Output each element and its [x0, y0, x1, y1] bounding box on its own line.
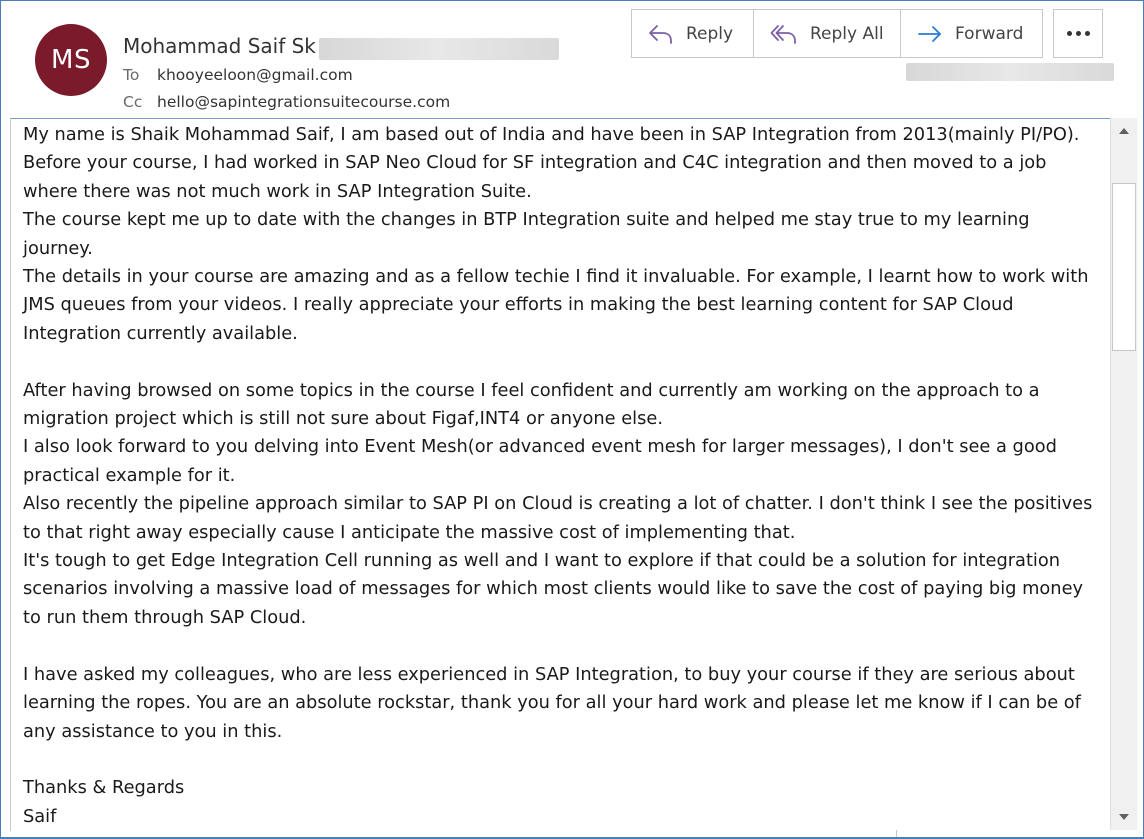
redacted-sender-email — [319, 38, 559, 60]
signature-closing: Thanks & Regards — [23, 777, 185, 799]
more-dot — [1085, 31, 1090, 36]
message-body[interactable] — [10, 118, 1110, 831]
body-paragraph: It's tough to get Edge Integration Cell running as well and I want to explore if that could be a solution for integration scenarios involving a massive load of messages for which most clients would like to save the cost of paying big money to run them through SAP Cloud. — [23, 550, 1084, 628]
body-paragraph: The course kept me up to date with the changes in BTP Integration suite and helped me stay true to my learning journey. — [23, 209, 1030, 259]
message-text — [11, 119, 1110, 831]
avatar[interactable] — [35, 24, 107, 96]
cc-row — [123, 93, 450, 111]
blank-line — [23, 632, 1098, 660]
forward-button[interactable] — [901, 10, 1042, 57]
chevron-up-icon — [1119, 128, 1129, 134]
divider — [896, 830, 897, 839]
blank-line — [23, 348, 1098, 376]
chevron-down-icon — [1119, 814, 1129, 820]
to-row — [123, 66, 353, 84]
more-dot — [1076, 31, 1081, 36]
signature-name: Saif — [23, 805, 57, 827]
cc-label: Cc — [123, 93, 143, 111]
blank-line — [23, 746, 1098, 774]
body-paragraph: The details in your course are amazing and as a fellow techie I find it invaluable. For example, I learnt how to work with JMS queues from your videos. I really appreciate your efforts in making the best learning content for SAP Cloud Integration currently available. — [23, 266, 1089, 344]
body-paragraph: I have asked my colleagues, who are less experienced in SAP Integration, to buy your course if they are serious about learning the ropes. You are an absolute rockstar, thank you for all your hard work and please let me know if I can be of any assistance to you in this. — [23, 663, 1081, 742]
reply-icon — [648, 23, 674, 45]
message-actions — [631, 9, 1043, 58]
reply-button[interactable] — [632, 10, 754, 57]
body-paragraph: Also recently the pipeline approach similar to SAP PI on Cloud is creating a lot of chatter. I don't think I see the positives to that right away especially cause I anticipate the massive cost of implementing that. — [23, 493, 1093, 543]
scroll-down-button[interactable] — [1111, 804, 1137, 830]
forward-label: Forward — [955, 23, 1024, 44]
forward-arrow-icon — [917, 23, 943, 45]
more-horizontal-icon — [1067, 31, 1072, 36]
redacted-date — [906, 63, 1114, 81]
reply-all-button[interactable] — [754, 10, 901, 57]
reply-all-label: Reply All — [810, 23, 884, 44]
reply-all-icon — [770, 23, 798, 45]
to-recipient[interactable]: khooyeeloon@gmail.com — [157, 66, 353, 84]
body-paragraph: My name is Shaik Mohammad Saif, I am based out of India and have been in SAP Integration from 2013(mainly PI/PO). Before your course, I had worked in SAP Neo Cloud for SF integration and C4C integration and then moved to a job where there was not much work in SAP Integration Suite. — [23, 124, 1080, 202]
reply-label: Reply — [686, 23, 734, 44]
body-paragraph: I also look forward to you delving into Event Mesh(or advanced event mesh for larger messages), I don't see a good practical example for it. — [23, 436, 1057, 486]
vertical-scrollbar[interactable] — [1110, 118, 1137, 830]
scrollbar-thumb[interactable] — [1112, 183, 1136, 351]
scroll-up-button[interactable] — [1111, 118, 1137, 144]
avatar-initials: MS — [51, 45, 91, 75]
to-label: To — [123, 66, 140, 84]
body-paragraph: After having browsed on some topics in the course I feel confident and currently am working on the approach to a migration project which is still not sure about Figaf,INT4 or anyone else. — [23, 379, 1040, 430]
cc-recipient[interactable]: hello@sapintegrationsuitecourse.com — [157, 93, 451, 111]
sender-name[interactable]: Mohammad Saif Sk — [123, 34, 316, 58]
more-actions-button[interactable] — [1053, 9, 1103, 58]
